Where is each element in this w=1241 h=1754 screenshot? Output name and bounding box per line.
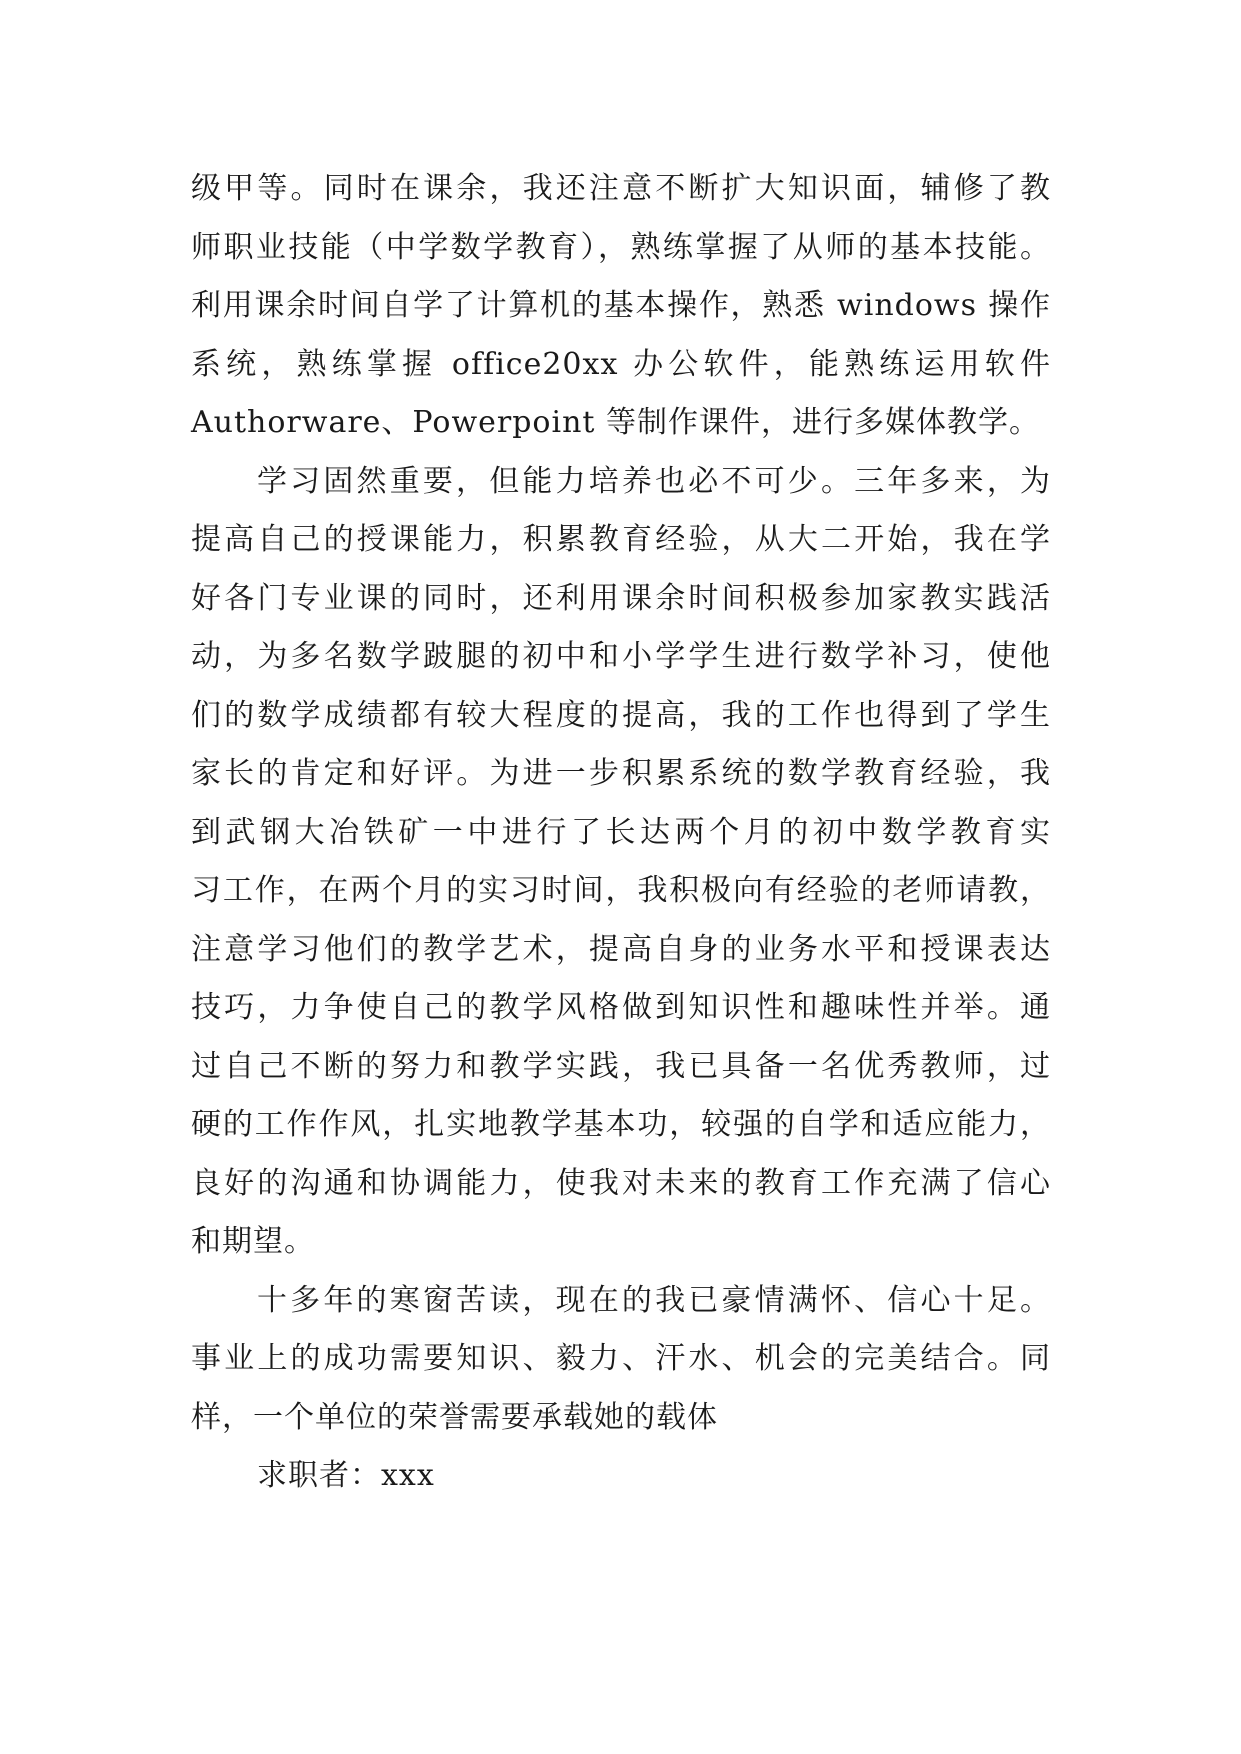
text-line: 好各门专业课的同时，还利用课余时间积极参加家教实践活 [191,580,1051,616]
signature-line: 求职者：xxx [257,1458,435,1493]
text-line: 技巧，力争使自己的教学风格做到知识性和趣味性并举。通 [191,990,1051,1025]
document-body [191,160,1051,1506]
text-line: 和期望。 [191,1224,315,1259]
text-line: 师职业技能（中学数学教育），熟练掌握了从师的基本技能。 [191,229,1051,265]
text-line: 过自己不断的努力和教学实践，我已具备一名优秀教师，过 [191,1048,1051,1084]
text-line: 家长的肯定和好评。为进一步积累系统的数学教育经验，我 [191,756,1051,791]
text-line: 动，为多名数学跛腿的初中和小学学生进行数学补习，使他 [191,639,1051,674]
text-line: 注意学习他们的教学艺术，提高自身的业务水平和授课表达 [191,931,1051,967]
text-line: 硬的工作作风，扎实地教学基本功，较强的自学和适应能力， [191,1107,1051,1142]
text-line: 们的数学成绩都有较大程度的提高，我的工作也得到了学生 [191,697,1051,733]
text-line: 利用课余时间自学了计算机的基本操作，熟悉 windows 操作 [191,288,1051,323]
text-line: 样，一个单位的荣誉需要承载她的载体 [191,1399,718,1435]
text-line: 系统，熟练掌握 office20xx 办公软件，能熟练运用软件 [191,346,1051,382]
text-line: 习工作，在两个月的实习时间，我积极向有经验的老师请教， [191,873,1051,908]
text-line: 十多年的寒窗苦读，现在的我已豪情满怀、信心十足。 [257,1282,1051,1318]
text-line: 级甲等。同时在课余，我还注意不断扩大知识面，辅修了教 [191,171,1051,206]
text-line: 事业上的成功需要知识、毅力、汗水、机会的完美结合。同 [191,1341,1051,1376]
text-line: 到武钢大冶铁矿一中进行了长达两个月的初中数学教育实 [191,814,1051,850]
text-line: Authorware、Powerpoint 等制作课件，进行多媒体教学。 [191,405,1041,440]
text-line: 提高自己的授课能力，积累教育经验，从大二开始，我在学 [191,522,1051,557]
text-line: 学习固然重要，但能力培养也必不可少。三年多来，为 [257,463,1051,499]
text-line: 良好的沟通和协调能力，使我对未来的教育工作充满了信心 [191,1165,1051,1201]
